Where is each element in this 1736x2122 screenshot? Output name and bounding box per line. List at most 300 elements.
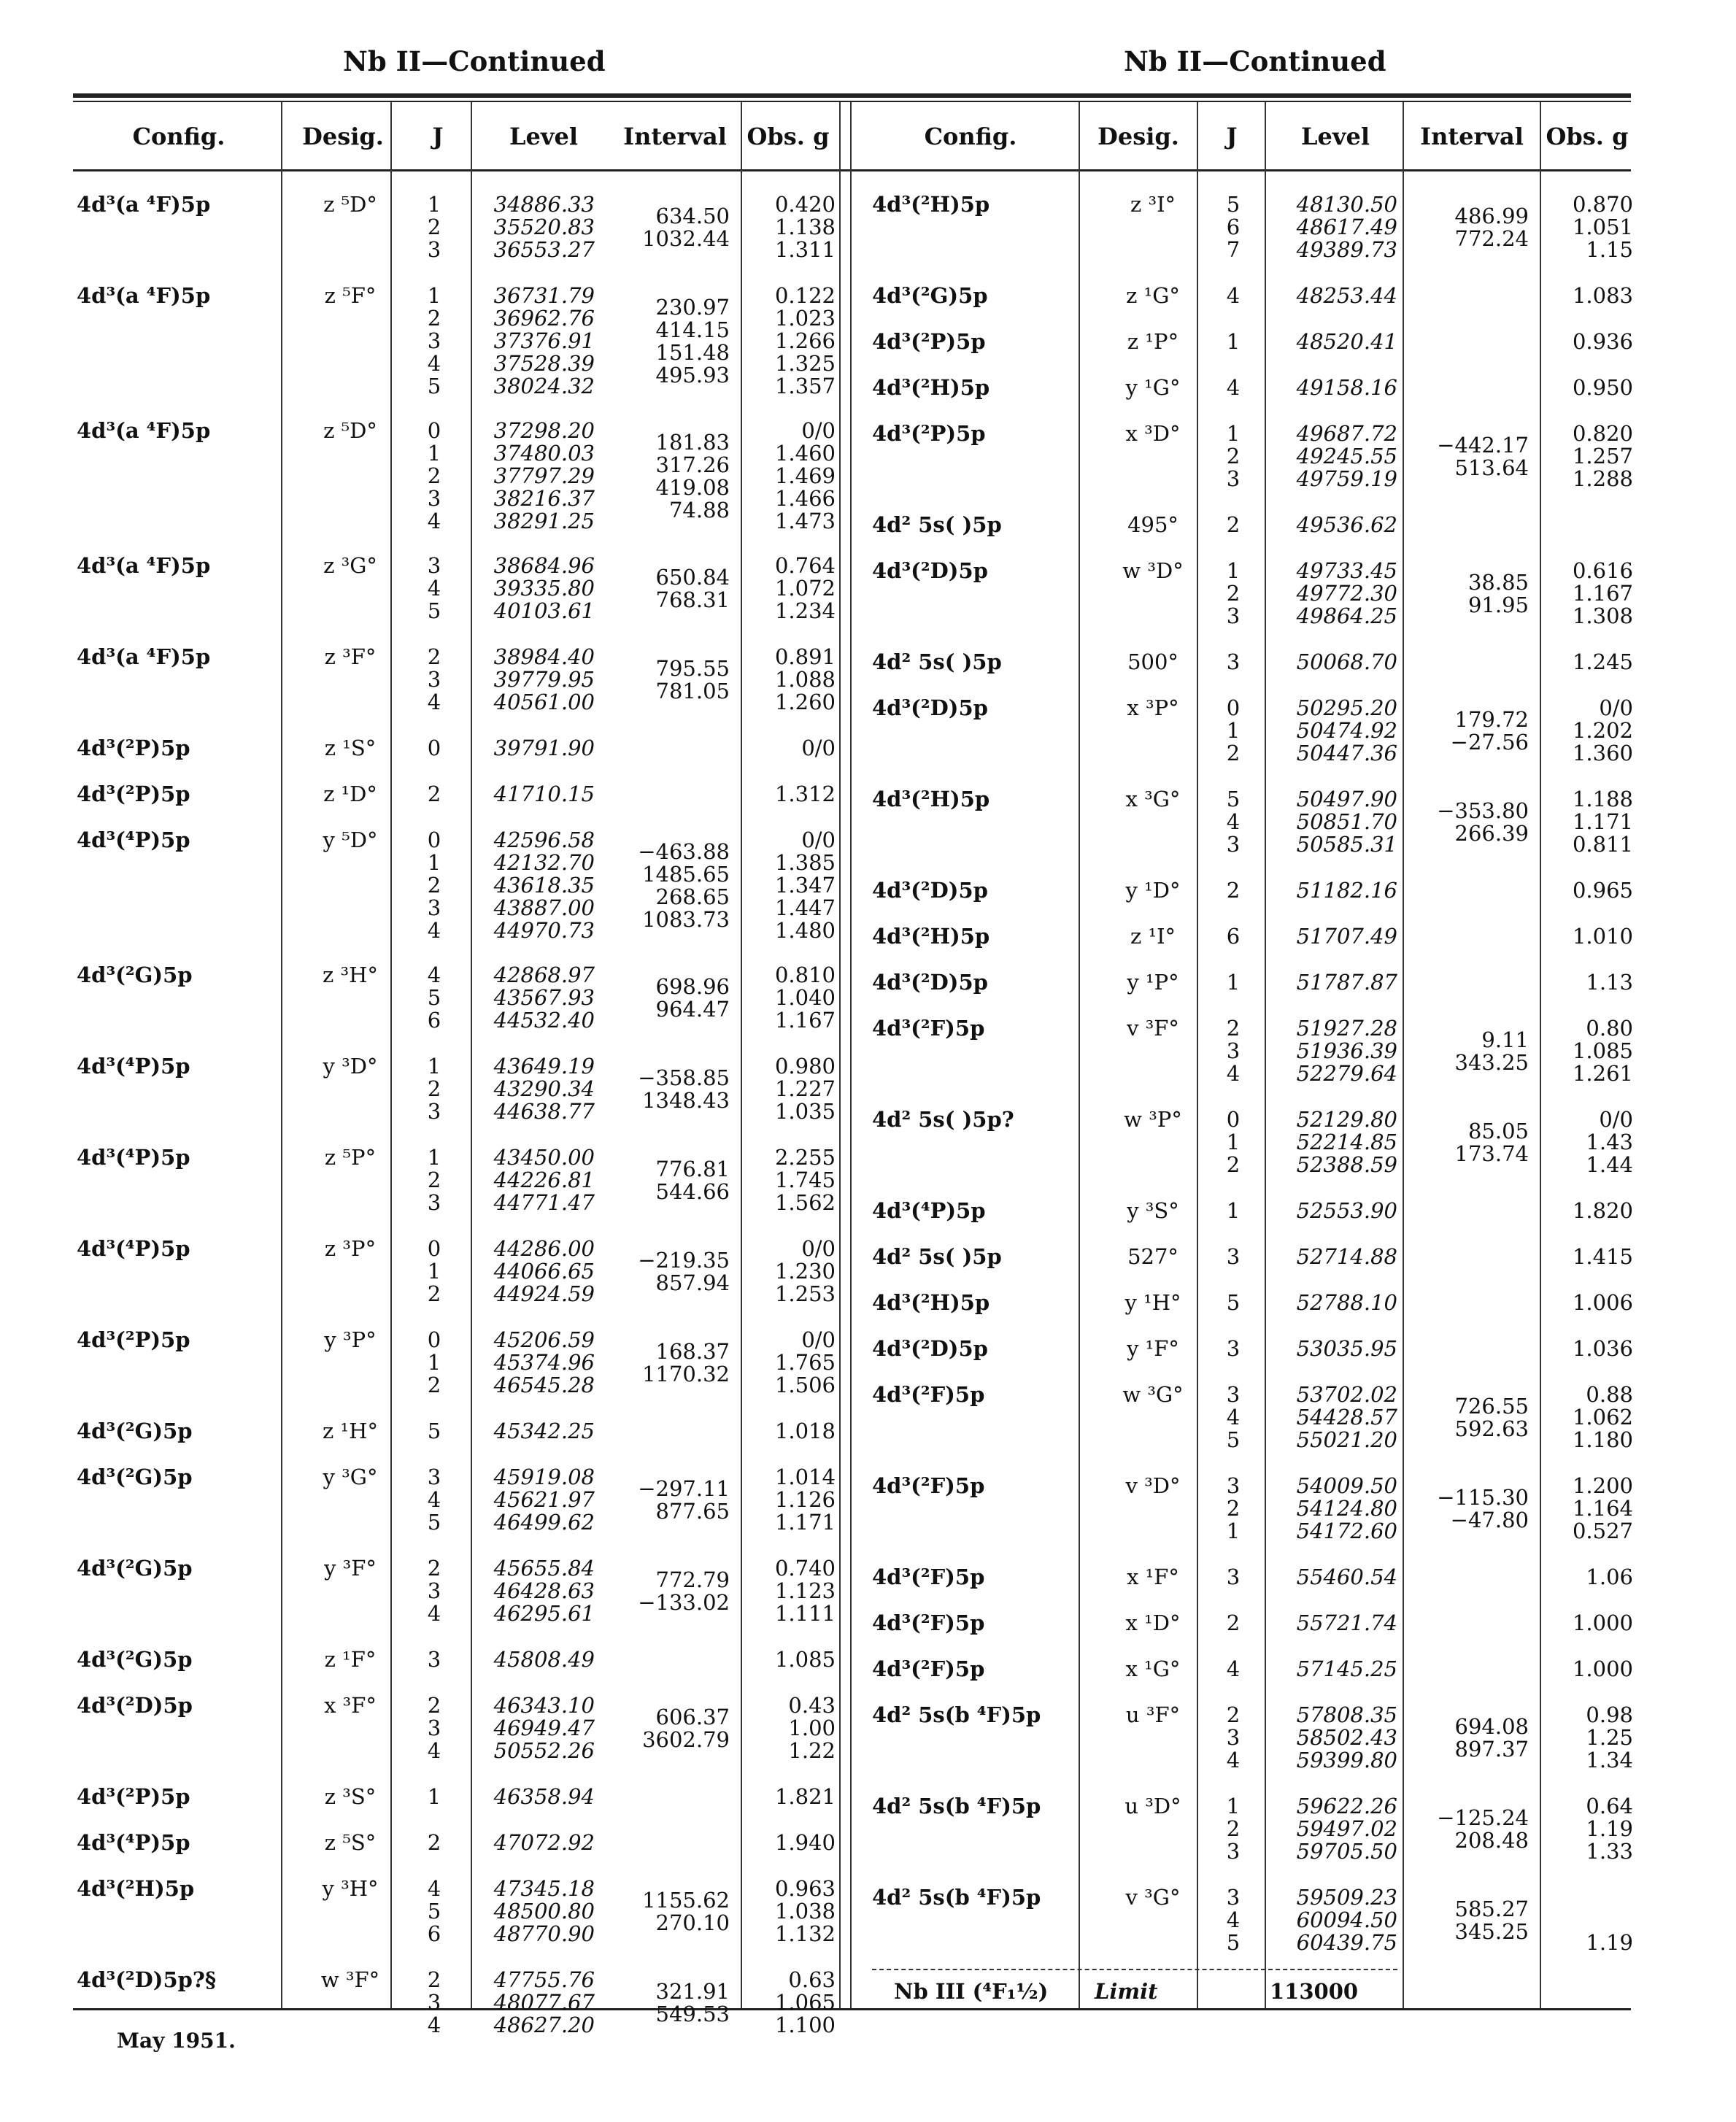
j-values [1227,1658,1240,1681]
obs-g-values-value: 1.13 [1586,970,1633,995]
level-values-value: 60439.75 [1296,1930,1397,1955]
j-values-value: 1 [427,1784,441,1809]
designation: y ¹G° [1125,375,1181,400]
interval-values-value: 230.97 [655,295,730,320]
obs-g-values-value [1586,1909,1633,1932]
j-values-value: 0 [427,418,441,443]
interval-values-value: 1170.32 [642,1362,730,1386]
obs-g-values-value: 1.062 [1572,1405,1633,1430]
designation: x ¹G° [1125,1656,1181,1681]
obs-g-values-value: 0/0 [801,1327,836,1352]
obs-g-values-value: 0/0 [801,1236,836,1261]
column-header-j: J [1226,123,1238,150]
j-values-value: 3 [427,553,441,578]
obs-g-values-value: 0.870 [1572,192,1633,217]
level-values [1297,1384,1397,1451]
designation: y ³H° [322,1876,379,1901]
designation: z ¹G° [1126,283,1180,308]
j-values-value: 6 [427,1008,441,1033]
obs-g-values-value: 1.171 [1572,809,1633,834]
obs-g-values [775,1329,836,1397]
j-values-value: 2 [427,873,441,898]
j-values-value: 2 [1226,1016,1241,1041]
obs-g-values [775,1238,836,1305]
j-values-value: 4 [427,690,441,714]
level-values-value: 39791.90 [493,736,595,760]
column-divider [850,102,852,2008]
level-values [1297,651,1397,674]
designation: w ³G° [1122,1382,1184,1407]
level-values-value: 49759.19 [1296,466,1397,491]
level-values-value: 60094.50 [1296,1907,1397,1932]
interval-values [1437,1486,1529,1532]
configuration: 4d³(⁴P)5p [77,1054,190,1079]
obs-g-values-value: 1.325 [774,351,836,376]
obs-g-values [775,193,836,261]
obs-g-values-value: 1.473 [774,509,836,533]
configuration: 4d³(²F)5p [872,1016,985,1041]
obs-g-values-value: 1.164 [1572,1496,1633,1521]
j-values-value: 3 [1226,1885,1241,1910]
interval-values-value: 549.53 [655,2002,730,2026]
level-values-value: 49536.62 [1296,512,1397,537]
j-values [1227,1886,1240,1954]
j-values-value: 0 [427,736,441,760]
j-values-value: 2 [427,1556,441,1581]
interval-values [1437,1807,1529,1852]
obs-g-values-value: 1.072 [774,576,836,601]
obs-g-values-value: 0.891 [774,644,836,669]
interval-values [1455,1716,1529,1761]
j-values-value: 2 [427,306,441,331]
obs-g-values-value: 1.167 [1572,581,1633,606]
obs-g-values [1573,423,1633,490]
j-values [428,1329,441,1397]
level-values [494,964,595,1032]
obs-g-values [1573,788,1633,856]
obs-g-values [775,285,836,398]
obs-g-values-value: 1.415 [1572,1244,1633,1269]
level-values-value: 48520.41 [1296,329,1397,354]
interval-values-value: 964.47 [655,997,730,1022]
j-values-value: 3 [427,1716,441,1740]
obs-g-values-value: 0.527 [1572,1519,1633,1543]
obs-g-values-value: 1.085 [774,1647,836,1672]
obs-g-values [1573,697,1633,765]
limit-config: Nb III (⁴F₁½) [894,1979,1049,2004]
column-divider [471,102,472,2008]
interval-values-value: −47.80 [1450,1508,1529,1532]
level-values-value: 49772.30 [1296,581,1397,606]
configuration: 4d³(a ⁴F)5p [77,553,211,578]
obs-g-values-value: 0.810 [774,962,836,987]
obs-g-values-value: 0.616 [1572,558,1633,583]
obs-g-values [1573,1612,1633,1635]
level-values-value: 37797.29 [493,463,595,488]
level-values-value: 37298.20 [493,418,595,443]
obs-g-values [1573,1200,1633,1222]
level-values-value: 50068.70 [1296,649,1397,674]
level-values-value: 53035.95 [1296,1336,1397,1361]
obs-g-values-value: 1.480 [774,918,836,943]
interval-values-value: 650.84 [655,565,730,590]
level-values-value: 48130.50 [1296,192,1397,217]
configuration: 4d³(²D)5p [77,1693,193,1718]
interval-values-value: 768.31 [655,587,730,612]
configuration: 4d³(a ⁴F)5p [77,644,211,669]
j-values-value: 5 [427,1899,441,1924]
level-values-value: 46428.63 [493,1578,595,1603]
obs-g-values-value: 1.460 [774,441,836,466]
j-values-value: 2 [427,644,441,669]
obs-g-values-value: 1.040 [774,985,836,1010]
level-values-value: 55021.20 [1296,1427,1397,1452]
level-values [1297,1658,1397,1681]
interval-values [642,205,730,250]
j-values [428,1055,441,1123]
level-values-value: 43290.34 [493,1076,595,1101]
designation: v ³F° [1127,1016,1179,1041]
obs-g-values-value: 0.965 [1572,878,1633,903]
j-values-value: 4 [427,1601,441,1626]
j-values-value: 1 [1226,1198,1241,1223]
obs-g-values [775,555,836,622]
j-values-value: 3 [1226,1839,1241,1864]
j-values-value: 5 [427,985,441,1010]
level-values [1297,1566,1397,1589]
designation: z ¹D° [323,782,377,806]
designation: y ⁵D° [323,827,378,852]
level-values [1297,879,1397,902]
obs-g-values-value: 1.288 [1572,466,1633,491]
j-values-value: 1 [427,441,441,466]
level-values-value: 57145.25 [1296,1656,1397,1681]
level-values-value: 38984.40 [493,644,595,669]
j-values-value: 3 [1226,1725,1241,1750]
level-values-value: 45621.97 [493,1487,595,1512]
interval-values-value: 1348.43 [642,1088,730,1113]
level-values-value: 51182.16 [1296,878,1397,903]
header-left: Nb II—Continued [343,45,606,77]
interval-values-value: 38.85 [1467,570,1529,595]
configuration: 4d³(²G)5p [77,1465,193,1489]
j-values-value: 3 [427,237,441,262]
j-values-value: 4 [427,509,441,533]
level-values-value: 37528.39 [493,351,595,376]
designation: x ³F° [324,1693,377,1718]
j-values-value: 1 [427,1259,441,1284]
level-values-value: 49245.55 [1296,444,1397,468]
obs-g-values [1573,1475,1633,1543]
column-divider [839,102,841,2008]
level-values [494,783,595,806]
j-values-value: 1 [1226,1519,1241,1543]
configuration: 4d³(²P)5p [872,421,986,446]
obs-g-values-value: 1.200 [1572,1473,1633,1498]
j-values-value: 4 [1226,375,1241,400]
column-header-config: Config. [924,123,1017,150]
level-values-value: 59497.02 [1296,1816,1397,1841]
j-values [1227,925,1240,948]
j-values [1227,1246,1240,1268]
interval-values [656,976,730,1021]
j-values-value: 4 [1226,283,1241,308]
column-divider [390,102,392,2008]
obs-g-values-value: 1.245 [1572,649,1633,674]
level-values-value: 48617.49 [1296,215,1397,239]
level-values-value: 49389.73 [1296,237,1397,262]
obs-g-values-value: 1.018 [774,1419,836,1443]
configuration: 4d³(²G)5p [77,962,193,987]
configuration: 4d³(²G)5p [77,1419,193,1443]
j-values-value: 2 [1226,1702,1241,1727]
level-values-value: 48627.20 [493,2013,595,2037]
level-values-value: 38291.25 [493,509,595,533]
obs-g-values [775,1557,836,1625]
obs-g-values [775,964,836,1032]
interval-values [656,657,730,703]
level-values-value: 44924.59 [493,1281,595,1306]
interval-values-value: −463.88 [638,839,730,864]
designation: x ¹F° [1127,1565,1179,1589]
designation: y ³D° [323,1054,378,1079]
j-values-value: 2 [427,463,441,488]
j-values-value: 2 [427,1373,441,1397]
j-values-value: 2 [1226,581,1241,606]
level-values-value: 45342.25 [493,1419,595,1443]
j-values [428,1557,441,1625]
obs-g-values [1573,193,1633,261]
j-values-value: 5 [1226,1290,1241,1315]
j-values-value: 6 [1226,215,1241,239]
interval-values-value: 270.10 [655,1910,730,1935]
j-values-value: 2 [1226,1816,1241,1841]
level-values-value: 49158.16 [1296,375,1397,400]
configuration: 4d³(²P)5p [77,782,190,806]
configuration: 4d³(a ⁴F)5p [77,418,211,443]
level-values-value: 50585.31 [1296,832,1397,857]
j-values-value: 2 [427,215,441,239]
j-values-value: 1 [1226,329,1241,354]
j-values [428,1694,441,1762]
column-header-desig: Desig. [302,123,384,150]
interval-values-value: 414.15 [655,317,730,342]
interval-values-value: −27.56 [1450,730,1529,755]
obs-g-values [1586,1795,1633,1863]
configuration: 4d³(⁴P)5p [872,1198,986,1223]
j-values [1227,377,1240,399]
obs-g-values-value: 1.088 [774,667,836,692]
column-header-j: J [432,123,444,150]
level-values-value: 58502.43 [1296,1725,1397,1750]
level-values [1297,788,1397,856]
j-values-value: 2 [1226,1152,1241,1177]
obs-g-values-value: 1.023 [774,306,836,331]
j-values-value: 5 [427,374,441,398]
j-values [428,1786,441,1808]
j-values [428,1238,441,1305]
obs-g-values-value: 1.006 [1572,1290,1633,1315]
obs-g-values-value: 1.940 [774,1830,836,1855]
obs-g-values-value: 1.469 [774,463,836,488]
obs-g-values-value: 1.100 [774,2013,836,2037]
interval-values-value: 1083.73 [642,907,730,932]
column-divider [1265,102,1266,2008]
obs-g-values [1586,1704,1633,1772]
obs-g-values [775,1648,836,1671]
obs-g-values [775,1466,836,1534]
j-values [1227,331,1240,353]
interval-values [1451,709,1529,754]
interval-values-value: 9.11 [1481,1027,1529,1052]
interval-values [1455,1395,1529,1440]
obs-g-values-value: 1.260 [774,690,836,714]
column-divider [1540,102,1541,2008]
configuration: 4d³(⁴P)5p [77,1145,190,1170]
designation: 495° [1127,512,1178,537]
level-values [494,737,595,760]
obs-g-values-value: 1.311 [774,237,836,262]
designation: 527° [1127,1244,1178,1269]
level-values [1297,193,1397,261]
interval-values-value: 634.50 [655,204,730,228]
level-values-value: 46499.62 [493,1510,595,1535]
j-values [1227,879,1240,902]
column-divider [1197,102,1198,2008]
j-values-value: 6 [427,1921,441,1946]
interval-values-value: 513.64 [1454,455,1529,480]
j-values-value: 4 [1226,809,1241,834]
obs-g-values-value: 1.43 [1586,1130,1633,1154]
level-values-value: 50295.20 [1296,695,1397,720]
j-values-value: 2 [1226,741,1241,765]
interval-values [642,1340,730,1386]
configuration: 4d³(²H)5p [872,924,990,949]
level-values [1297,1475,1397,1543]
interval-values [1455,205,1529,250]
interval-values [656,1158,730,1203]
obs-g-values-value: 1.202 [1572,718,1633,743]
obs-g-values-value: 0.820 [1572,421,1633,446]
configuration: 4d³(²F)5p [872,1656,985,1681]
configuration: 4d³(a ⁴F)5p [77,192,211,217]
level-values-value: 43887.00 [493,895,595,920]
j-values-value: 3 [1226,1038,1241,1063]
configuration: 4d² 5s( )5p [872,649,1002,674]
column-header-level: Level [1301,123,1370,150]
obs-g-values-value: 1.051 [1572,215,1633,239]
level-values [494,1786,595,1808]
level-values-value: 38024.32 [493,374,595,398]
obs-g-values-value: 1.44 [1586,1152,1633,1177]
interval-values-value: 585.27 [1454,1897,1529,1921]
designation: z ³S° [324,1784,377,1809]
configuration: 4d³(²G)5p [872,283,988,308]
j-values-value: 3 [1226,1565,1241,1589]
configuration: 4d³(²H)5p [872,192,990,217]
interval-values-value: −358.85 [638,1065,730,1090]
j-values-value: 1 [1226,1794,1241,1818]
interval-values [1455,1029,1529,1074]
obs-g-values-value: 0.764 [774,553,836,578]
obs-g-values [775,1055,836,1123]
column-header-rule [73,169,1631,171]
level-values-value: 42596.58 [493,827,595,852]
designation: z ⁵F° [324,283,377,308]
obs-g-values-value: 1.765 [774,1350,836,1375]
designation: u ³D° [1124,1794,1181,1818]
obs-g-values-value: 1.821 [774,1784,836,1809]
level-values-value: 44638.77 [493,1099,595,1124]
interval-values-value: 776.81 [655,1157,730,1181]
obs-g-values-value: 1.385 [774,850,836,875]
obs-g-values-value: 1.111 [774,1601,836,1626]
configuration: 4d³(²D)5p?§ [77,1967,217,1992]
j-values-value: 1 [427,1350,441,1375]
level-values [494,1329,595,1397]
obs-g-values [788,1694,836,1762]
obs-g-values [775,829,836,942]
obs-g-values [775,646,836,714]
j-values [1227,560,1240,628]
obs-g-values-value: 1.506 [774,1373,836,1397]
level-values-value: 46358.94 [493,1784,595,1809]
j-values [1227,1384,1240,1451]
obs-g-values [1586,1108,1633,1176]
obs-g-values-value: 1.19 [1586,1816,1633,1841]
level-values [494,193,595,261]
j-values-value: 1 [427,283,441,308]
configuration: 4d³(²F)5p [872,1610,985,1635]
column-divider [1079,102,1080,2008]
j-values-value: 2 [427,1967,441,1992]
designation: x ³P° [1127,695,1179,720]
level-values [494,646,595,714]
level-values [1297,1108,1397,1176]
level-values-value: 40103.61 [493,598,595,623]
obs-g-values-value: 1.33 [1586,1839,1633,1864]
designation: z ⁵S° [324,1830,377,1855]
obs-g-values-value: 0.963 [774,1876,836,1901]
obs-g-values-value: 0.88 [1586,1382,1633,1407]
level-values-value: 40561.00 [493,690,595,714]
level-values [1297,423,1397,490]
column-header-level: Level [509,123,578,150]
interval-values-value: 726.55 [1454,1394,1529,1419]
j-values [428,193,441,261]
obs-g-values-value: 1.562 [774,1190,836,1215]
j-values-value: 0 [1226,695,1241,720]
column-divider [281,102,282,2008]
interval-values-value: 317.26 [655,452,730,477]
designation: z ⁵D° [323,192,377,217]
level-values [1297,1704,1397,1772]
level-values-value: 52553.90 [1296,1198,1397,1223]
level-values-value: 43649.19 [493,1054,595,1079]
level-values-value: 55721.74 [1296,1610,1397,1635]
level-values [494,1055,595,1123]
j-values-value: 5 [1226,192,1241,217]
j-values-value: 3 [427,1990,441,2015]
j-values-value: 0 [1226,1107,1241,1132]
designation: z ¹H° [323,1419,378,1443]
level-values-value: 54009.50 [1296,1473,1397,1498]
configuration: 4d³(²D)5p [872,1336,988,1361]
obs-g-values-value: 1.347 [774,873,836,898]
designation: z ¹I° [1130,924,1176,949]
level-values [494,1466,595,1534]
obs-g-values-value: 1.357 [774,374,836,398]
